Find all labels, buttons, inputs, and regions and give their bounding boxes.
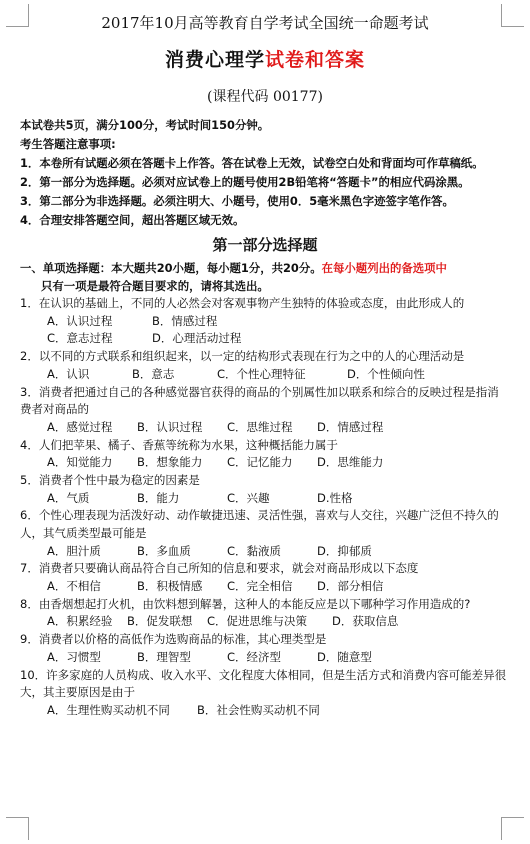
answer-option: D．情感过程 (317, 419, 384, 434)
answer-option: D．随意型 (317, 649, 372, 664)
question-text: 10．许多家庭的人员构成、收入水平、文化程度大体相同，但是生活方式和消费内容可能差异很大，其主要原因是由于 (20, 667, 507, 700)
answer-option: C．兴趣 (227, 490, 270, 505)
answer-option: B．想象能力 (137, 455, 203, 470)
part-title: 第一部分选择题 (212, 236, 318, 254)
answer-option: B．促发联想 (127, 614, 193, 629)
subject-name: 消费心理学 (164, 49, 265, 71)
answer-option: D.性格 (317, 490, 353, 505)
answer-option: B．能力 (137, 490, 180, 505)
option-row (20, 313, 510, 331)
question-text: 5．消费者个性中最为稳定的因素是 (20, 472, 200, 487)
option-row (20, 366, 510, 384)
answer-option: B．多血质 (137, 543, 191, 558)
answer-option: D．部分相信 (317, 578, 384, 593)
answer-option: A．生理性购买动机不同 (47, 702, 170, 717)
question-text: 8．由香烟想起打火机，由饮料想到解暑，这种人的本能反应是以下哪种学习作用造成的? (20, 596, 471, 611)
answer-option: C．意志过程 (47, 331, 113, 346)
option-row (20, 330, 510, 348)
answer-option: A．感觉过程 (47, 419, 113, 434)
answer-option: C．黏液质 (227, 543, 282, 558)
answer-option: D．抑郁质 (317, 543, 372, 558)
answer-option: A．气质 (47, 490, 90, 505)
option-row (20, 702, 510, 720)
answer-option: C．经济型 (227, 649, 282, 664)
note-item: 1．本卷所有试题必须在答题卡上作答。答在试卷上无效，试卷空白处和背面均可作草稿纸。 (20, 156, 484, 170)
answer-option: B．意志 (132, 366, 175, 381)
option-row (20, 613, 510, 631)
answer-option: D．个性倾向性 (347, 366, 425, 381)
question-text: 6．个性心理表现为活泼好动、动作敏捷迅速、灵活性强，喜欢与人交往，兴趣广泛但不持久的人，其气质类型最可能是 (20, 508, 499, 540)
section-heading-cont: 只有一项是最符合题目要求的，请将其选出。 (41, 279, 269, 293)
answer-option: C．记忆能力 (227, 455, 293, 470)
answer-option: D．思维能力 (317, 455, 384, 470)
section-heading-red: 在每小题列出的备选项中 (321, 261, 447, 275)
question-text: 4．人们把苹果、橘子、香蕉等统称为水果，这种概括能力属于 (20, 437, 338, 452)
exam-page (20, 10, 510, 719)
section-heading (20, 259, 510, 277)
option-row (20, 419, 510, 437)
answer-option: A．胆汁质 (47, 543, 101, 558)
option-row (20, 490, 510, 508)
answer-option: C．个性心理特征 (217, 366, 306, 381)
answer-option: A．不相信 (47, 578, 101, 593)
exam-header: 2017年10月高等教育自学考试全国统一命题考试 (101, 14, 429, 32)
answer-option: B．社会性购买动机不同 (197, 702, 320, 717)
crop-mark-bottom-right (501, 817, 524, 840)
note-item: 2．第一部分为选择题。必须对应试卷上的题号使用2B铅笔将“答题卡”的相应代码涂黑。 (20, 175, 470, 189)
answer-option: B．情感过程 (152, 313, 218, 328)
question-text: 3．消费者把通过自己的各种感觉器官获得的商品的个别属性加以联系和综合的反映过程是指消费者对商品的 (20, 384, 499, 417)
question-text: 2．以不同的方式联系和组织起来，以一定的结构形式表现在行为之中的人的心理活动是 (20, 349, 465, 364)
title-suffix: 试卷和答案 (265, 49, 366, 71)
note-item: 4．合理安排答题空间，超出答题区域无效。 (20, 213, 245, 227)
answer-option: A．习惯型 (47, 649, 101, 664)
answer-option: B．积极情感 (137, 578, 203, 593)
course-code: (课程代码 00177) (207, 89, 323, 105)
question-text: 7．消费者只要确认商品符合自己所知的信息和要求，就会对商品形成以下态度 (20, 561, 419, 576)
option-row (20, 543, 510, 561)
section-heading-main: 一、单项选择题：本大题共20小题，每小题1分，共20分。 (20, 261, 322, 275)
answer-option: B．认识过程 (137, 419, 203, 434)
question-list (20, 295, 510, 719)
answer-option: A．认识过程 (47, 313, 113, 328)
answer-option: C．思维过程 (227, 419, 293, 434)
note-item: 3．第二部分为非选择题。必须注明大、小题号，使用0．5毫米黑色字迹签字笔作答。 (20, 194, 454, 208)
option-row (20, 649, 510, 667)
option-row (20, 578, 510, 596)
answer-option: C．促进思维与决策 (207, 614, 308, 629)
paper-title (20, 45, 510, 72)
notes-heading: 考生答题注意事项: (20, 137, 116, 151)
answer-option: D．获取信息 (332, 614, 399, 629)
answer-option: B．理智型 (137, 649, 191, 664)
answer-option: A．知觉能力 (47, 455, 113, 470)
answer-option: D．心理活动过程 (152, 331, 242, 346)
answer-option: C．完全相信 (227, 578, 293, 593)
paper-info: 本试卷共5页，满分100分，考试时间150分钟。 (20, 118, 270, 132)
question-text: 9．消费者以价格的高低作为选购商品的标准，其心理类型是 (20, 632, 327, 647)
option-row (20, 454, 510, 472)
crop-mark-bottom-left (6, 817, 29, 840)
answer-option: A．积累经验 (47, 614, 113, 629)
answer-option: A．认识 (47, 366, 90, 381)
question-text: 1．在认识的基础上，不同的人必然会对客观事物产生独特的体验或态度，由此形成人的 (20, 296, 465, 310)
